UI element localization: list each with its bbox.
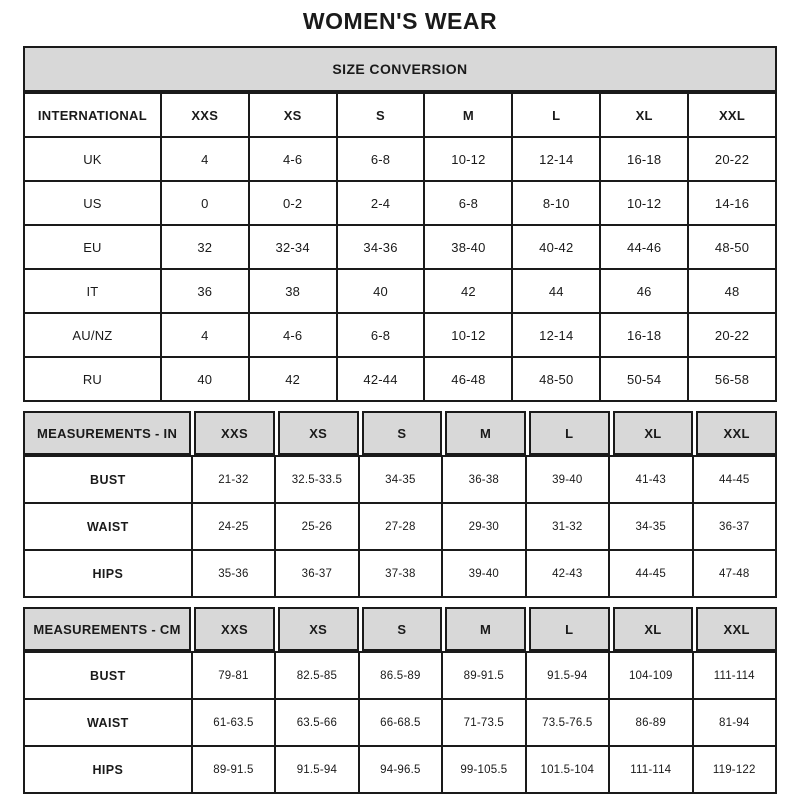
value-cell: 46-48 — [424, 357, 512, 401]
row-label-cell: RU — [24, 357, 161, 401]
row-label-cell: BUST — [24, 652, 192, 699]
table-row — [24, 137, 776, 181]
col-header-l: L — [512, 93, 600, 137]
value-cell: 111-114 — [609, 746, 692, 793]
size-header-s: S — [362, 411, 443, 455]
measurements-in-section — [23, 411, 777, 598]
size-header-m: M — [445, 607, 526, 651]
col-header-m: M — [424, 93, 512, 137]
value-cell: 35-36 — [192, 550, 275, 597]
row-label-cell: IT — [24, 269, 161, 313]
measurements-cm-header-row — [23, 607, 777, 651]
value-cell: 79-81 — [192, 652, 275, 699]
measurements-in-title-cell: MEASUREMENTS - IN — [23, 411, 191, 455]
value-cell: 44 — [512, 269, 600, 313]
value-cell: 16-18 — [600, 137, 688, 181]
value-cell: 40 — [161, 357, 249, 401]
column-header-row — [24, 93, 776, 137]
value-cell: 27-28 — [359, 503, 442, 550]
value-cell: 14-16 — [688, 181, 776, 225]
value-cell: 89-91.5 — [442, 652, 525, 699]
value-cell: 99-105.5 — [442, 746, 525, 793]
value-cell: 0 — [161, 181, 249, 225]
value-cell: 36-37 — [693, 503, 777, 550]
value-cell: 119-122 — [693, 746, 777, 793]
value-cell: 34-35 — [359, 456, 442, 503]
size-header-xxl: XXL — [696, 607, 777, 651]
value-cell: 86-89 — [609, 699, 692, 746]
size-conversion-table — [23, 92, 777, 402]
col-header-international: INTERNATIONAL — [24, 93, 161, 137]
value-cell: 25-26 — [275, 503, 358, 550]
page-title: WOMEN'S WEAR — [302, 8, 498, 34]
size-header-xxl: XXL — [696, 411, 777, 455]
col-header-xs: XS — [249, 93, 337, 137]
table-row — [24, 456, 776, 503]
value-cell: 37-38 — [359, 550, 442, 597]
table-row — [24, 746, 776, 793]
value-cell: 41-43 — [609, 456, 692, 503]
value-cell: 46 — [600, 269, 688, 313]
value-cell: 32 — [161, 225, 249, 269]
value-cell: 101.5-104 — [526, 746, 609, 793]
value-cell: 44-46 — [600, 225, 688, 269]
value-cell: 36-37 — [275, 550, 358, 597]
table-row — [24, 699, 776, 746]
value-cell: 42-43 — [526, 550, 609, 597]
value-cell: 42 — [249, 357, 337, 401]
value-cell: 81-94 — [693, 699, 777, 746]
value-cell: 4-6 — [249, 313, 337, 357]
size-header-s: S — [362, 607, 443, 651]
measurements-cm-title-cell: MEASUREMENTS - CM — [23, 607, 191, 651]
value-cell: 89-91.5 — [192, 746, 275, 793]
value-cell: 91.5-94 — [526, 652, 609, 699]
table-row — [24, 550, 776, 597]
table-row — [24, 225, 776, 269]
value-cell: 0-2 — [249, 181, 337, 225]
value-cell: 48-50 — [688, 225, 776, 269]
value-cell: 10-12 — [600, 181, 688, 225]
table-row — [24, 503, 776, 550]
measurements-cm-table — [23, 651, 777, 794]
value-cell: 8-10 — [512, 181, 600, 225]
value-cell: 42-44 — [337, 357, 425, 401]
measurements-in-table — [23, 455, 777, 598]
value-cell: 38 — [249, 269, 337, 313]
value-cell: 4 — [161, 137, 249, 181]
value-cell: 50-54 — [600, 357, 688, 401]
value-cell: 12-14 — [512, 137, 600, 181]
value-cell: 6-8 — [337, 313, 425, 357]
value-cell: 31-32 — [526, 503, 609, 550]
row-label-cell: UK — [24, 137, 161, 181]
value-cell: 6-8 — [424, 181, 512, 225]
table-row — [24, 357, 776, 401]
value-cell: 63.5-66 — [275, 699, 358, 746]
row-label-cell: AU/NZ — [24, 313, 161, 357]
size-conversion-band: SIZE CONVERSION — [23, 46, 777, 92]
value-cell: 38-40 — [424, 225, 512, 269]
size-header-xs: XS — [278, 411, 359, 455]
value-cell: 111-114 — [693, 652, 777, 699]
size-header-xs: XS — [278, 607, 359, 651]
value-cell: 6-8 — [337, 137, 425, 181]
row-label-cell: HIPS — [24, 746, 192, 793]
row-label-cell: WAIST — [24, 699, 192, 746]
value-cell: 12-14 — [512, 313, 600, 357]
value-cell: 10-12 — [424, 313, 512, 357]
size-conversion-section — [23, 46, 777, 402]
value-cell: 86.5-89 — [359, 652, 442, 699]
value-cell: 4 — [161, 313, 249, 357]
table-row — [24, 269, 776, 313]
row-label-cell: HIPS — [24, 550, 192, 597]
row-label-cell: US — [24, 181, 161, 225]
table-row — [24, 652, 776, 699]
value-cell: 24-25 — [192, 503, 275, 550]
value-cell: 34-35 — [609, 503, 692, 550]
value-cell: 73.5-76.5 — [526, 699, 609, 746]
value-cell: 40-42 — [512, 225, 600, 269]
size-header-xl: XL — [613, 607, 694, 651]
value-cell: 66-68.5 — [359, 699, 442, 746]
table-row — [24, 181, 776, 225]
col-header-xxl: XXL — [688, 93, 776, 137]
value-cell: 16-18 — [600, 313, 688, 357]
value-cell: 20-22 — [688, 313, 776, 357]
size-header-xl: XL — [613, 411, 694, 455]
row-label-cell: BUST — [24, 456, 192, 503]
value-cell: 44-45 — [693, 456, 777, 503]
value-cell: 94-96.5 — [359, 746, 442, 793]
value-cell: 10-12 — [424, 137, 512, 181]
table-row — [24, 313, 776, 357]
value-cell: 39-40 — [442, 550, 525, 597]
value-cell: 47-48 — [693, 550, 777, 597]
value-cell: 34-36 — [337, 225, 425, 269]
value-cell: 82.5-85 — [275, 652, 358, 699]
value-cell: 29-30 — [442, 503, 525, 550]
row-label-cell: WAIST — [24, 503, 192, 550]
value-cell: 36 — [161, 269, 249, 313]
value-cell: 20-22 — [688, 137, 776, 181]
value-cell: 71-73.5 — [442, 699, 525, 746]
measurements-in-header-row — [23, 411, 777, 455]
size-header-xxs: XXS — [194, 607, 275, 651]
value-cell: 48 — [688, 269, 776, 313]
size-header-xxs: XXS — [194, 411, 275, 455]
value-cell: 32.5-33.5 — [275, 456, 358, 503]
measurements-cm-section — [23, 607, 777, 794]
value-cell: 44-45 — [609, 550, 692, 597]
col-header-xl: XL — [600, 93, 688, 137]
value-cell: 56-58 — [688, 357, 776, 401]
value-cell: 2-4 — [337, 181, 425, 225]
value-cell: 39-40 — [526, 456, 609, 503]
value-cell: 42 — [424, 269, 512, 313]
value-cell: 61-63.5 — [192, 699, 275, 746]
col-header-xxs: XXS — [161, 93, 249, 137]
value-cell: 91.5-94 — [275, 746, 358, 793]
col-header-s: S — [337, 93, 425, 137]
value-cell: 4-6 — [249, 137, 337, 181]
size-header-l: L — [529, 411, 610, 455]
value-cell: 36-38 — [442, 456, 525, 503]
value-cell: 40 — [337, 269, 425, 313]
value-cell: 32-34 — [249, 225, 337, 269]
value-cell: 21-32 — [192, 456, 275, 503]
value-cell: 48-50 — [512, 357, 600, 401]
value-cell: 104-109 — [609, 652, 692, 699]
size-header-l: L — [529, 607, 610, 651]
row-label-cell: EU — [24, 225, 161, 269]
size-header-m: M — [445, 411, 526, 455]
